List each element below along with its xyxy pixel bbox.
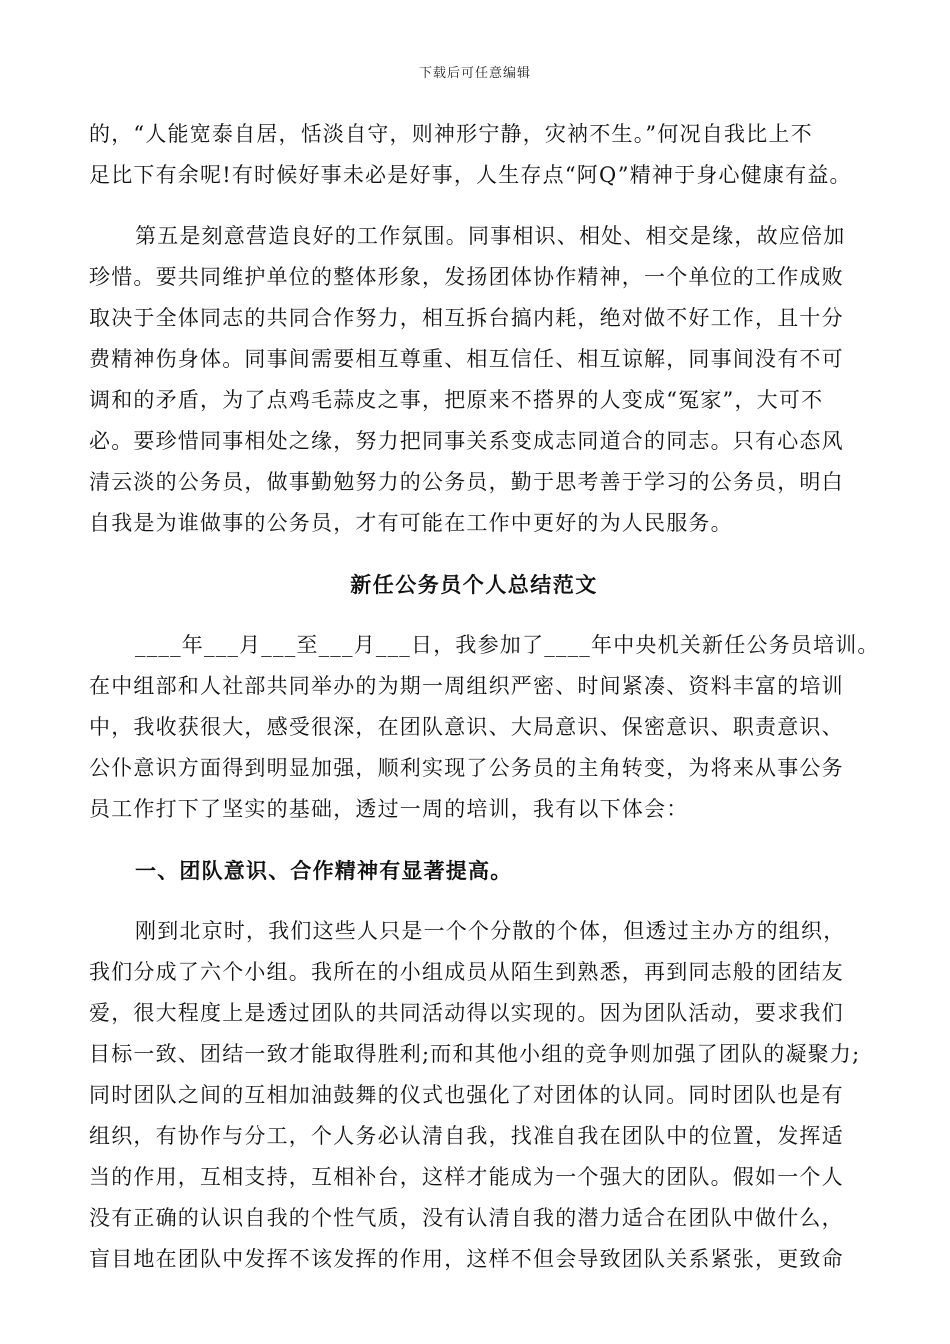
paragraph-gap <box>89 544 859 564</box>
text-line: 足比下有余呢!有时候好事未必是好事，人生存点“阿Q”精神于身心健康有益。 <box>89 163 852 187</box>
text-line: 我们分成了六个小组。我所在的小组成员从陌生到熟悉，再到同志般的团结友 <box>89 960 844 984</box>
text-line: 的，“人能宽泰自居，恬淡自守，则神形宁静，灾衲不生。”何况自我比上不 <box>89 122 813 146</box>
text-line: 盲目地在团队中发挥不该发挥的作用，这样不但会导致团队关系紧张，更致命 <box>89 1247 844 1271</box>
text-line: 当的作用，互相支持，互相补台，这样才能成为一个强大的团队。假如一个人 <box>89 1165 844 1189</box>
text-line: 在中组部和人社部共同举办的为期一周组织严密、时间紧凑、资料丰富的培训 <box>89 674 844 698</box>
paragraph-team <box>89 911 859 1280</box>
paragraph-gap <box>89 830 859 850</box>
paragraph-work-atmosphere <box>89 216 859 544</box>
text-line: 必。要珍惜同事相处之缘，努力把同事关系变成志同道合的同志。只有心态风 <box>89 429 844 453</box>
text-line: 组织，有协作与分工，个人务必认清自我，找准自我在团队中的位置，发挥适 <box>89 1124 844 1148</box>
title-text: 新任公务员个人总结范文 <box>350 572 598 597</box>
section-heading-text: 一、团队意识、合作精神有显著提高。 <box>135 858 513 883</box>
text-line: 目标一致、团结一致才能取得胜利;而和其他小组的竞争则加强了团队的凝聚力; <box>89 1042 861 1066</box>
paragraph-gap <box>89 196 859 216</box>
paragraph-gap <box>89 605 859 625</box>
text-line: 爱，很大程度上是透过团队的共同活动得以实现的。因为团队活动，要求我们 <box>89 1001 844 1025</box>
page-header: 下载后可任意编辑 <box>418 66 531 81</box>
document-body <box>89 114 880 1280</box>
text-line: 没有正确的认识自我的个性气质，没有认清自我的潜力适合在团队中做什么， <box>89 1206 844 1230</box>
text-line: 清云淡的公务员，做事勤勉努力的公务员，勤于思考善于学习的公务员，明白 <box>89 470 844 494</box>
paragraph-continuation <box>89 114 859 196</box>
document-title <box>89 564 859 605</box>
section-heading <box>89 850 859 891</box>
text-line: 公仆意识方面得到明显加强，顺利实现了公务员的主角转变，为将来从事公务 <box>89 756 844 780</box>
text-line: 刚到北京时，我们这些人只是一个个分散的个体，但透过主办方的组织， <box>135 919 846 943</box>
paragraph-intro <box>89 625 880 830</box>
text-line: 自我是为谁做事的公务员，才有可能在工作中更好的为人民服务。 <box>89 511 733 535</box>
text-line: 费精神伤身体。同事间需要相互尊重、相互信任、相互谅解，同事间没有不可 <box>89 347 844 371</box>
text-line: ____年___月___至___月___日，我参加了____年中央机关新任公务员培训。 <box>135 633 880 657</box>
paragraph-gap <box>89 891 859 911</box>
text-line: 中，我收获很大，感受很深，在团队意识、大局意识、保密意识、职责意识、 <box>89 715 844 739</box>
text-line: 第五是刻意营造良好的工作氛围。同事相识、相处、相交是缘，故应倍加 <box>135 224 846 248</box>
text-line: 珍惜。要共同维护单位的整体形象，发扬团体协作精神，一个单位的工作成败 <box>89 265 844 289</box>
text-line: 调和的矛盾，为了点鸡毛蒜皮之事，把原来不搭界的人变成“冤家”，大可不 <box>89 388 824 412</box>
text-line: 员工作打下了坚实的基础，透过一周的培训，我有以下体会： <box>89 797 689 821</box>
text-line: 同时团队之间的互相加油鼓舞的仪式也强化了对团体的认同。同时团队也是有 <box>89 1083 844 1107</box>
text-line: 取决于全体同志的共同合作努力，相互拆台搞内耗，绝对做不好工作，且十分 <box>89 306 844 330</box>
